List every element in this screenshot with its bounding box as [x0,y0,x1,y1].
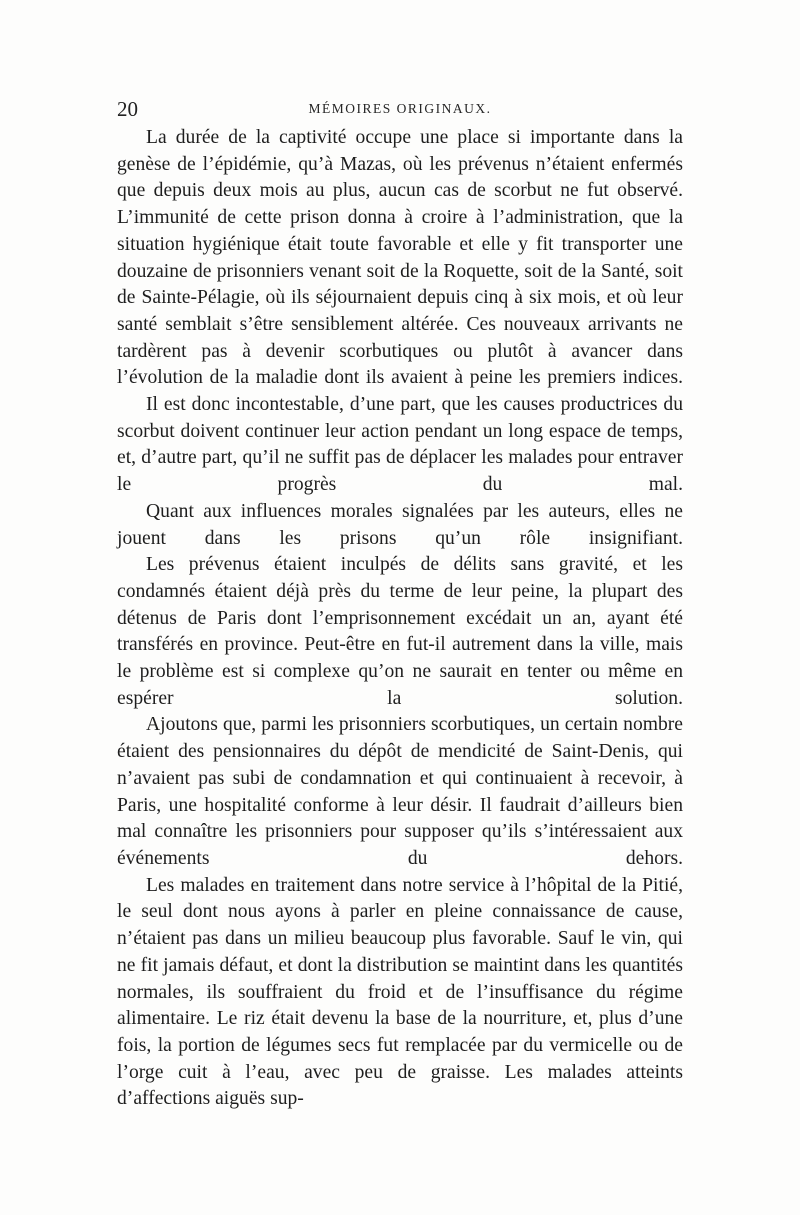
paragraph-captivity-duration: La durée de la captivité occupe une place si importante dans la genèse de l’épidémie, qu’à Mazas, où les prévenus n’étaient enfermés que depuis deux mois au plus, aucun cas de scorbut ne fut observé. L’immunité de cette prison donna à croire à l’administration, que la situation hygiénique était toute favorable et elle y fit transporter une douzaine de prisonniers venant soit de la Roquette, soit de la Santé, soit de Sainte-Pélagie, où ils séjournaient depuis cinq à six mois, et où leur santé semblait s’être sensiblement altérée. Ces nouveaux arrivants ne tardèrent pas à devenir scorbutiques ou plutôt à avancer dans l’évolution de la maladie dont ils avaient à peine les premiers indices. [117,127,683,389]
paragraph-pitie-hospital: Les malades en traitement dans notre service à l’hôpital de la Pitié, le seul dont nous ayons à parler en pleine connaissance de cause, n’étaient pas dans un milieu beaucoup plus favorable. Sauf le vin, qui ne fit jamais défaut, et dont la distribution se maintint dans les quantités normales, ils souffraient du froid et de l’insuffisance du régime alimentaire. Le riz était devenu la base de la nourriture, et, plus d’une fois, la portion de légumes secs fut remplacée par du vermicelle ou de l’orge cuit à l’eau, avec peu de graisse. Les malades atteints d’affections aiguës sup- [117,874,683,1110]
running-head [117,96,683,122]
page-number: 20 [117,97,138,121]
paragraph-moral-influences: Quant aux influences morales signalées par les auteurs, elles ne jouent dans les prisons qu’un rôle insignifiant. [117,500,683,549]
body-text [117,125,683,1113]
running-title: MÉMOIRES ORIGINAUX. [308,101,492,116]
paragraph-saint-denis-pensioners: Ajoutons que, parmi les prisonniers scorbutiques, un certain nombre étaient des pensionnaires du dépôt de mendicité de Saint-Denis, qui n’avaient pas subi de condamnation et qui continuaient à recevoir, à Paris, une hospitalité conforme à leur désir. Il faudrait d’ailleurs bien mal connaître les prisonniers pour supposer qu’ils s’intéressaient aux événements du dehors. [117,714,683,869]
paragraph-causes-conclusion: Il est donc incontestable, d’une part, que les causes productrices du scorbut doivent continuer leur action pendant un long espace de temps, et, d’autre part, qu’il ne suffit pas de déplacer les malades pour entraver le progrès du mal. [117,394,683,496]
paragraph-prisoners-status: Les prévenus étaient inculpés de délits sans gravité, et les condamnés étaient déjà près du terme de leur peine, la plupart des détenus de Paris dont l’emprisonnement excédait un an, ayant été transférés en province. Peut-être en fut-il autrement dans la ville, mais le problème est si complexe qu’on ne saurait en tenter ou même en espérer la solution. [117,554,683,709]
